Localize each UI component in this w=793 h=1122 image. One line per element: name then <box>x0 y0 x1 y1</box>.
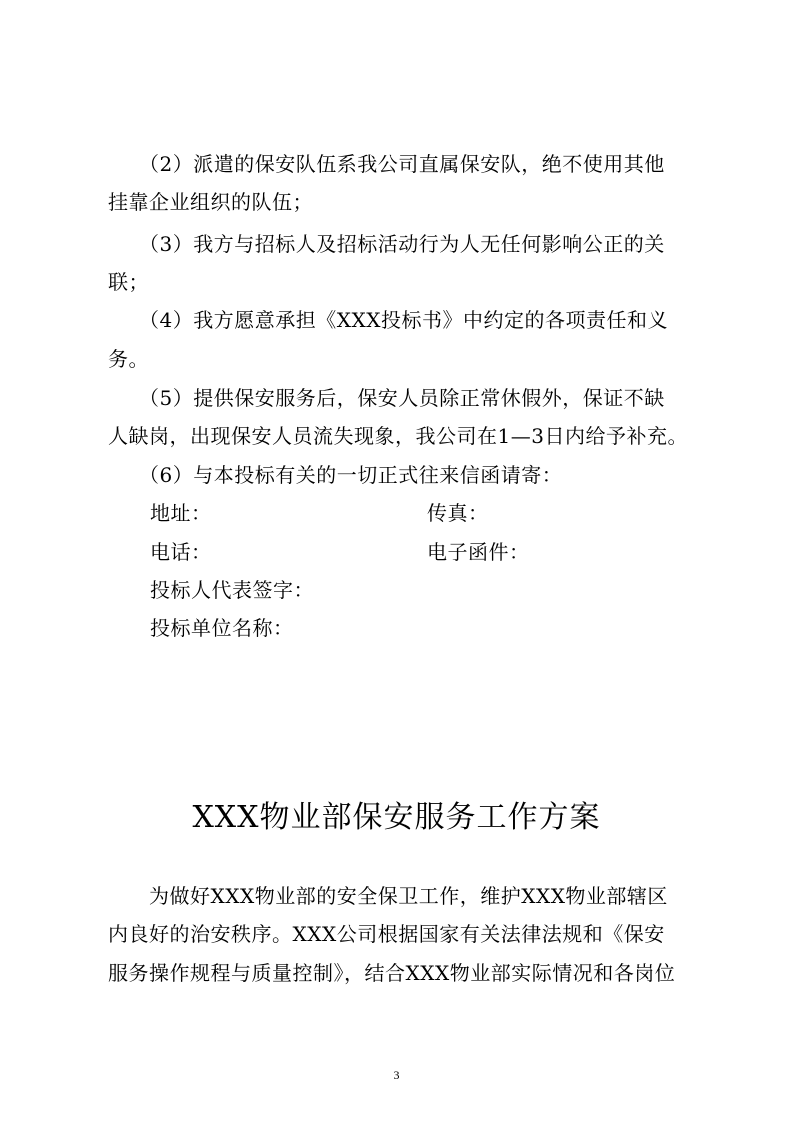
text-line: 人缺岗，出现保安人员流失现象，我公司在1—3日内给予补充。 <box>108 424 688 448</box>
body-line: 内良好的治安秩序。XXX公司根据国家有关法律法规和《保安 <box>108 922 665 946</box>
text-line: （5）提供保安服务后，保安人员除正常休假外，保证不缺 <box>108 386 665 410</box>
text-line: （2）派遣的保安队伍系我公司直属保安队，绝不使用其他 <box>108 152 665 176</box>
text-line: （4）我方愿意承担《XXX投标书》中约定的各项责任和义 <box>108 308 668 332</box>
body-line: 为做好XXX物业部的安全保卫工作，维护XXX物业部辖区 <box>108 884 668 908</box>
address-label: 地址： <box>150 501 212 525</box>
phone-label: 电话： <box>150 540 212 564</box>
text-line: （6）与本投标有关的一切正式往来信函请寄： <box>108 463 563 487</box>
text-line: 挂靠企业组织的队伍； <box>108 190 313 214</box>
page-number: 3 <box>393 1068 400 1082</box>
fax-label: 传真： <box>427 501 489 525</box>
text-line: （3）我方与招标人及招标活动行为人无任何影响公正的关 <box>108 232 665 256</box>
signature-label: 投标人代表签字： <box>150 578 314 602</box>
email-label: 电子函件： <box>427 540 530 564</box>
section-title: XXX物业部保安服务工作方案 <box>192 800 601 835</box>
body-line: 服务操作规程与质量控制》，结合XXX物业部实际情况和各岗位 <box>108 961 676 985</box>
company-name-label: 投标单位名称： <box>150 616 294 640</box>
text-line: 务。 <box>108 347 149 371</box>
text-line: 联； <box>108 270 149 294</box>
